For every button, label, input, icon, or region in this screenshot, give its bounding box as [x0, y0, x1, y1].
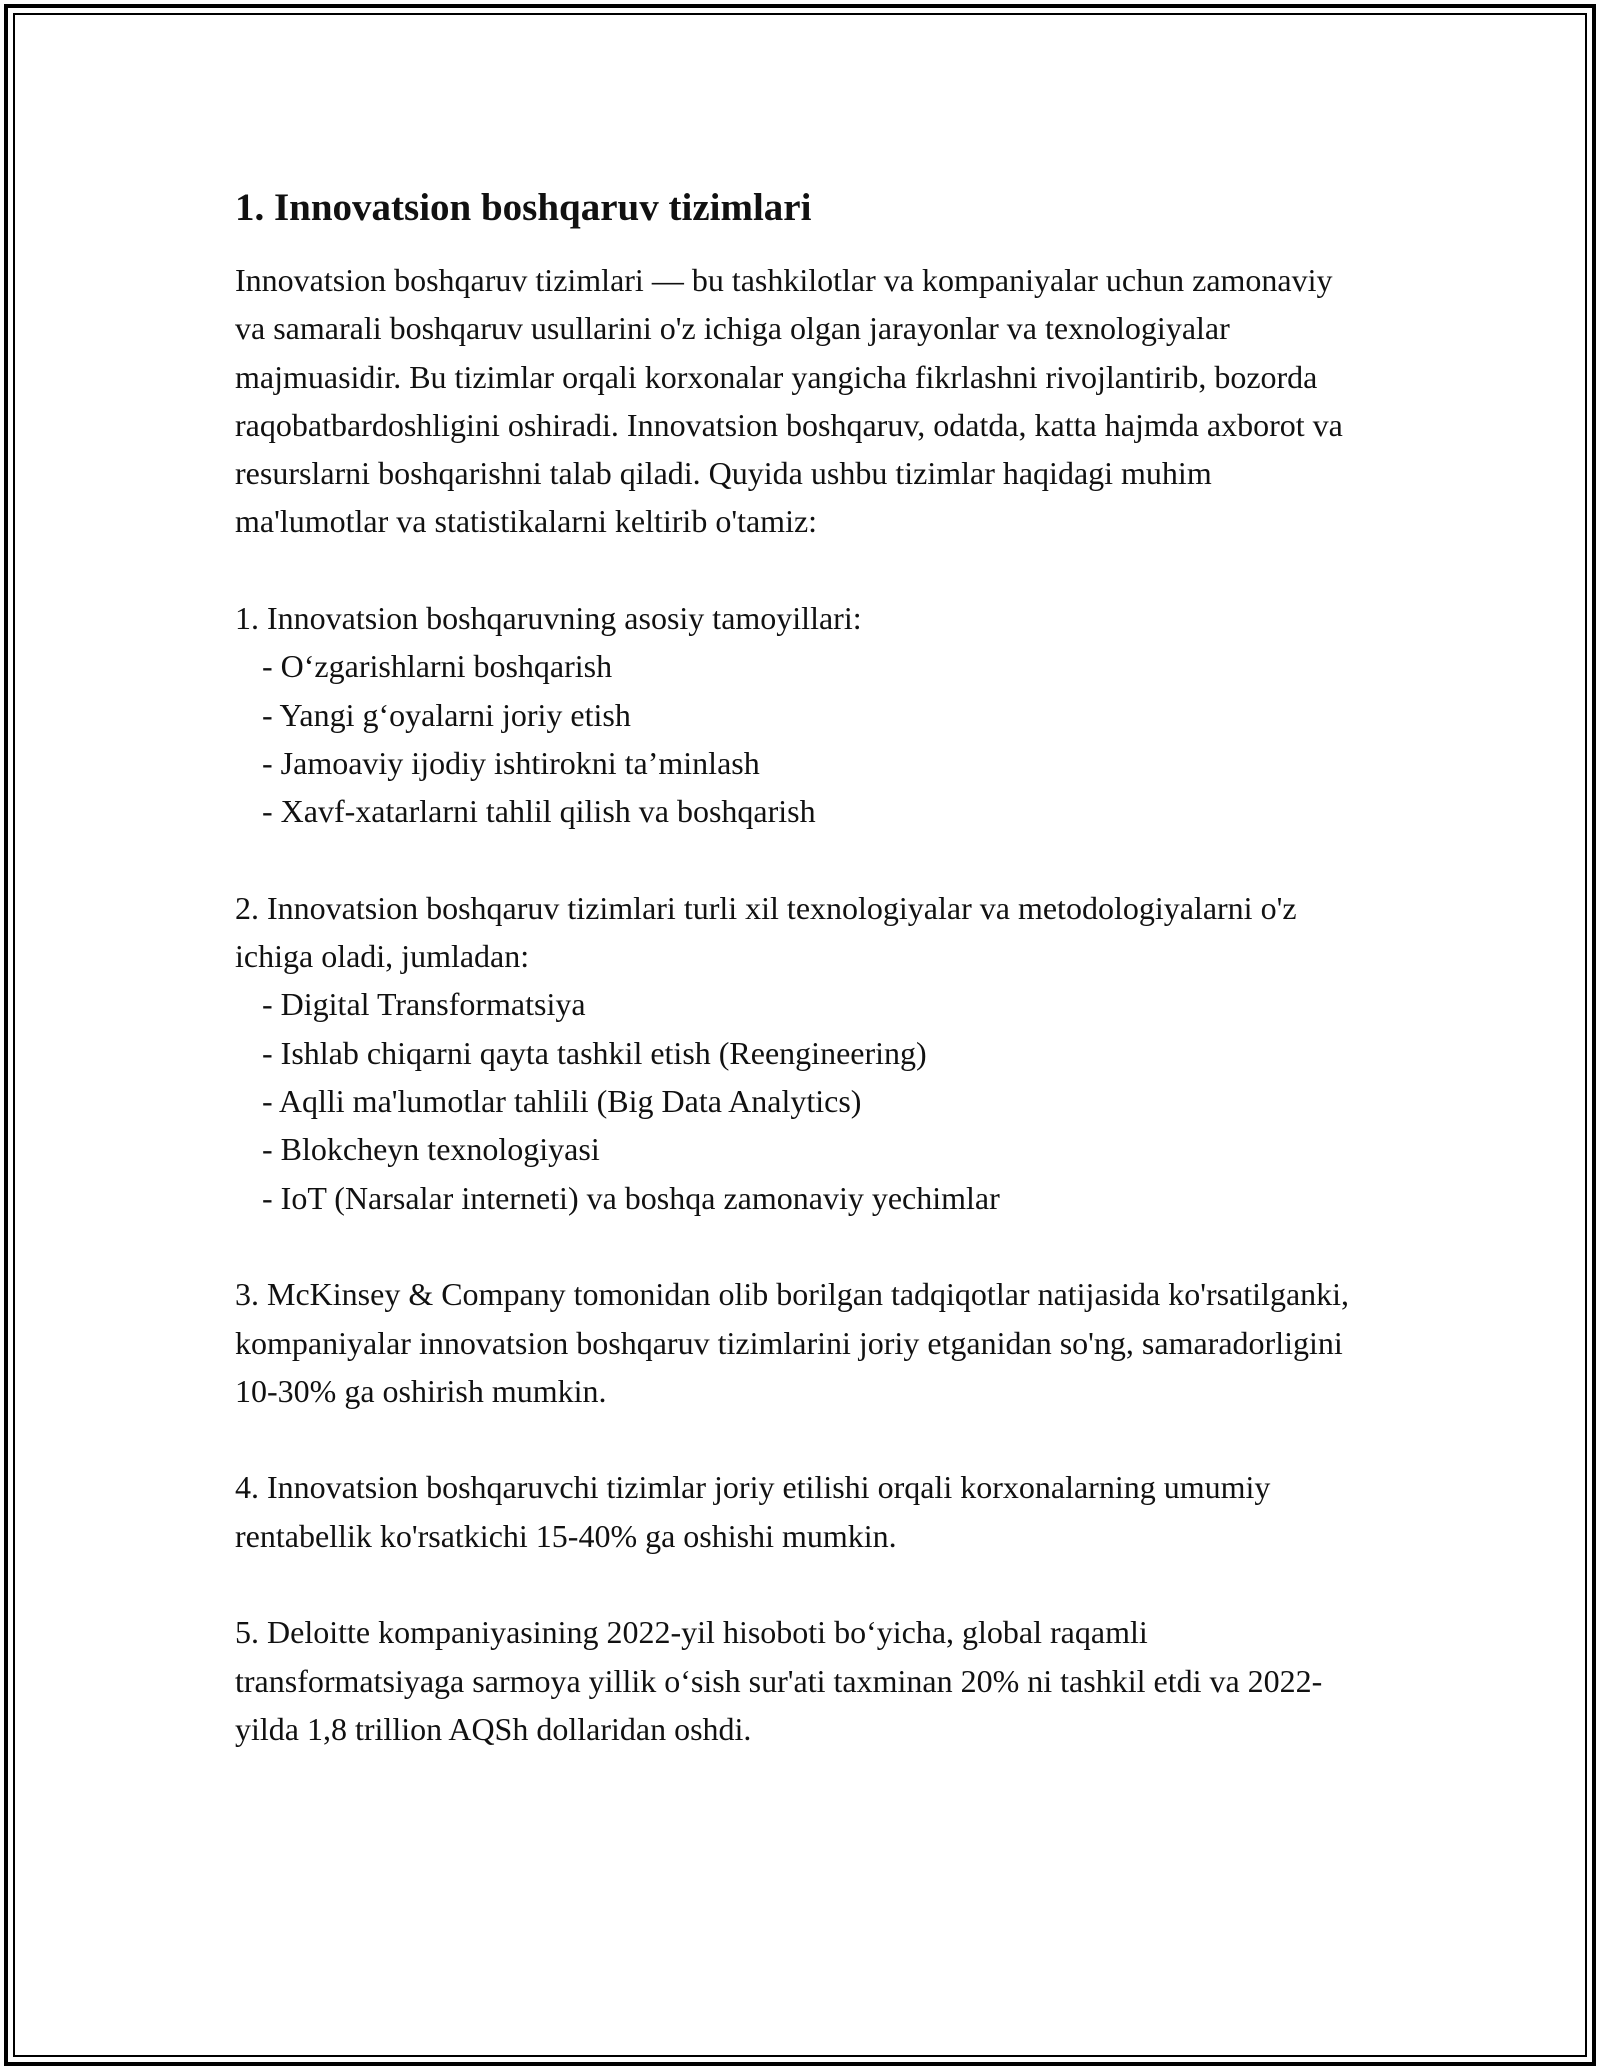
- document-title: 1. Innovatsion boshqaruv tizimlari: [235, 186, 812, 229]
- list-item: - O‘zgarishlarni boshqarish: [262, 642, 1365, 690]
- section-4-paragraph: 4. Innovatsion boshqaruvchi tizimlar joriy etilishi orqali korxonalarning umumiy rentabellik ko'rsatkichi 15-40% ga oshishi mumkin.: [235, 1469, 1271, 1554]
- list-item: - Aqlli ma'lumotlar tahlili (Big Data Analytics): [262, 1077, 1365, 1125]
- spacer: [235, 1222, 1365, 1270]
- list-item: - Digital Transformatsiya: [262, 980, 1365, 1028]
- section-1-heading: 1. Innovatsion boshqaruvning asosiy tamoyillari:: [235, 600, 862, 637]
- spacer: [235, 836, 1365, 884]
- list-item: - Ishlab chiqarni qayta tashkil etish (Reengineering): [262, 1029, 1365, 1077]
- section-3-paragraph: 3. McKinsey & Company tomonidan olib borilgan tadqiqotlar natijasida ko'rsatilganki, kompaniyalar innovatsion boshqaruv tizimlarini joriy etganidan so'ng, samaradorligini 10-30% ga oshirish mumkin.: [235, 1276, 1350, 1409]
- list-item: - Blokcheyn texnologiyasi: [262, 1125, 1365, 1173]
- list-item: - Jamoaviy ijodiy ishtirokni ta’minlash: [262, 739, 1365, 787]
- section-2-heading: 2. Innovatsion boshqaruv tizimlari turli xil texnologiyalar va metodologiyalarni o'z ichiga oladi, jumladan:: [235, 889, 1297, 975]
- spacer: [235, 546, 1365, 594]
- list-item: - Xavf-xatarlarni tahlil qilish va boshqarish: [262, 787, 1365, 835]
- spacer: [235, 1560, 1365, 1608]
- intro-paragraph: Innovatsion boshqaruv tizimlari — bu tashkilotlar va kompaniyalar uchun zamonaviy va samarali boshqaruv usullarini o'z ichiga olgan jarayonlar va texnologiyalar majmuasidir. Bu tizimlar orqali korxonalar yangicha fikrlashni rivojlantirib, bozorda raqobatbardoshligini oshiradi. Innovatsion boshqaruv, odatda, katta hajmda axborot va resurslarni boshqarishni talab qiladi. Quyida ushbu tizimlar haqidagi muhim ma'lumotlar va statistikalarni keltirib o'tamiz:: [235, 262, 1343, 540]
- section-2-list: [235, 980, 1365, 1221]
- list-item: - Yangi g‘oyalarni joriy etish: [262, 691, 1365, 739]
- document-body: [235, 184, 1365, 1753]
- spacer: [235, 1415, 1365, 1463]
- section-1-list: [235, 642, 1365, 835]
- list-item: - IoT (Narsalar interneti) va boshqa zamonaviy yechimlar: [262, 1174, 1365, 1222]
- section-5-paragraph: 5. Deloitte kompaniyasining 2022-yil hisoboti bo‘yicha, global raqamli transformatsiyaga sarmoya yillik o‘sish sur'ati taxminan 20% ni tashkil etdi va 2022-yilda 1,8 trillion AQSh dollaridan oshdi.: [235, 1614, 1323, 1747]
